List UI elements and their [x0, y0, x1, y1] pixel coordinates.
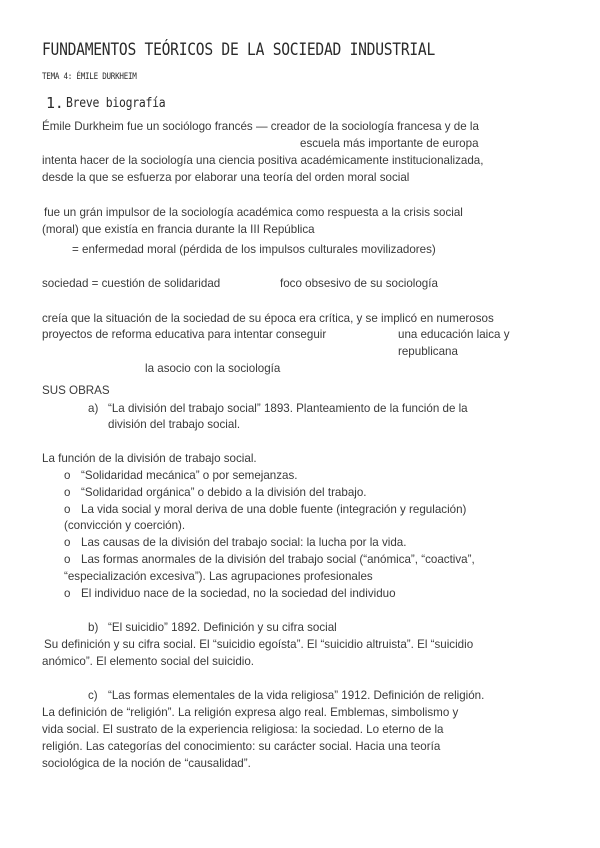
function-heading: La función de la división de trabajo social. [42, 452, 257, 465]
work-a-marker: a) [88, 402, 99, 415]
bullet-item: “Solidaridad mecánica” o por semejanzas. [81, 469, 298, 482]
work-c-line: sociológica de la noción de “causalidad”. [42, 757, 251, 770]
bullet-marker: o [64, 553, 71, 566]
bio-line: Émile Durkheim fue un sociólogo francés — creador de la sociología francesa y de la [42, 120, 479, 133]
works-heading: SUS OBRAS [42, 384, 110, 397]
bio-line: una educación laica y [398, 328, 510, 341]
work-a-line: división del trabajo social. [108, 418, 241, 431]
bullet-item: “Solidaridad orgánica” o debido a la división del trabajo. [81, 486, 367, 499]
section-title: Breve biografía [66, 96, 166, 111]
bio-line: (moral) que existía en francia durante la III República [42, 223, 315, 236]
bio-line: proyectos de reforma educativa para intentar conseguir [42, 328, 327, 341]
bio-line: escuela más importante de europa [300, 137, 479, 150]
bio-line: creía que la situación de la sociedad de su época era crítica, y se implicó en numerosos [42, 312, 494, 325]
bullet-marker: o [64, 587, 71, 600]
bullet-continuation: “especialización excesiva”). Las agrupaciones profesionales [64, 570, 373, 583]
bullet-marker: o [64, 469, 71, 482]
bullet-continuation: (convicción y coerción). [64, 519, 186, 532]
bullet-marker: o [64, 486, 71, 499]
work-c-line: religión. Las categorías del conocimiento: su carácter social. Hacia una teoría [42, 740, 441, 753]
bio-line: republicana [398, 345, 458, 358]
bullet-marker: o [64, 503, 71, 516]
bio-line: fue un grán impulsor de la sociología académica como respuesta a la crisis social [44, 206, 463, 219]
bullet-item: Las causas de la división del trabajo social: la lucha por la vida. [81, 536, 407, 549]
bullet-marker: o [64, 536, 71, 549]
bio-line: = enfermedad moral (pérdida de los impulsos culturales movilizadores) [72, 243, 436, 256]
work-c-marker: c) [88, 689, 98, 702]
page-title: FUNDAMENTOS TEÓRICOS DE LA SOCIEDAD INDUSTRIAL [42, 40, 436, 60]
bullet-item: El individuo nace de la sociedad, no la sociedad del individuo [81, 587, 396, 600]
bio-line: la asocio con la sociología [145, 362, 281, 375]
work-c-line: La definición de “religión”. La religión expresa algo real. Emblemas, simbolismo y [42, 706, 459, 719]
work-b-marker: b) [88, 621, 99, 634]
work-b-line: “El suicidio” 1892. Definición y su cifra social [108, 621, 337, 634]
bio-line: foco obsesivo de su sociología [280, 277, 438, 290]
work-b-line: anómico”. El elemento social del suicidio. [42, 655, 255, 668]
work-c-line: vida social. El sustrato de la experiencia religiosa: la sociedad. Lo eterno de la [42, 723, 444, 736]
section-number: 1. [46, 94, 64, 112]
bio-line: intenta hacer de la sociología una ciencia positiva académicamente institucionalizada, [42, 154, 484, 167]
bullet-item: La vida social y moral deriva de una doble fuente (integración y regulación) [81, 503, 467, 516]
work-b-line: Su definición y su cifra social. El “suicidio egoísta”. El “suicidio altruista”. El “suicidio [44, 638, 474, 651]
bullet-item: Las formas anormales de la división del trabajo social (“anómica”, “coactiva”, [81, 553, 475, 566]
bio-line: sociedad = cuestión de solidaridad [42, 277, 221, 290]
bio-line: desde la que se esfuerza por elaborar una teoría del orden moral social [42, 171, 410, 184]
work-a-line: “La división del trabajo social” 1893. Planteamiento de la función de la [108, 402, 468, 415]
work-c-line: “Las formas elementales de la vida religiosa” 1912. Definición de religión. [108, 689, 485, 702]
topic-subtitle: TEMA 4: ÉMILE DURKHEIM [42, 72, 137, 82]
